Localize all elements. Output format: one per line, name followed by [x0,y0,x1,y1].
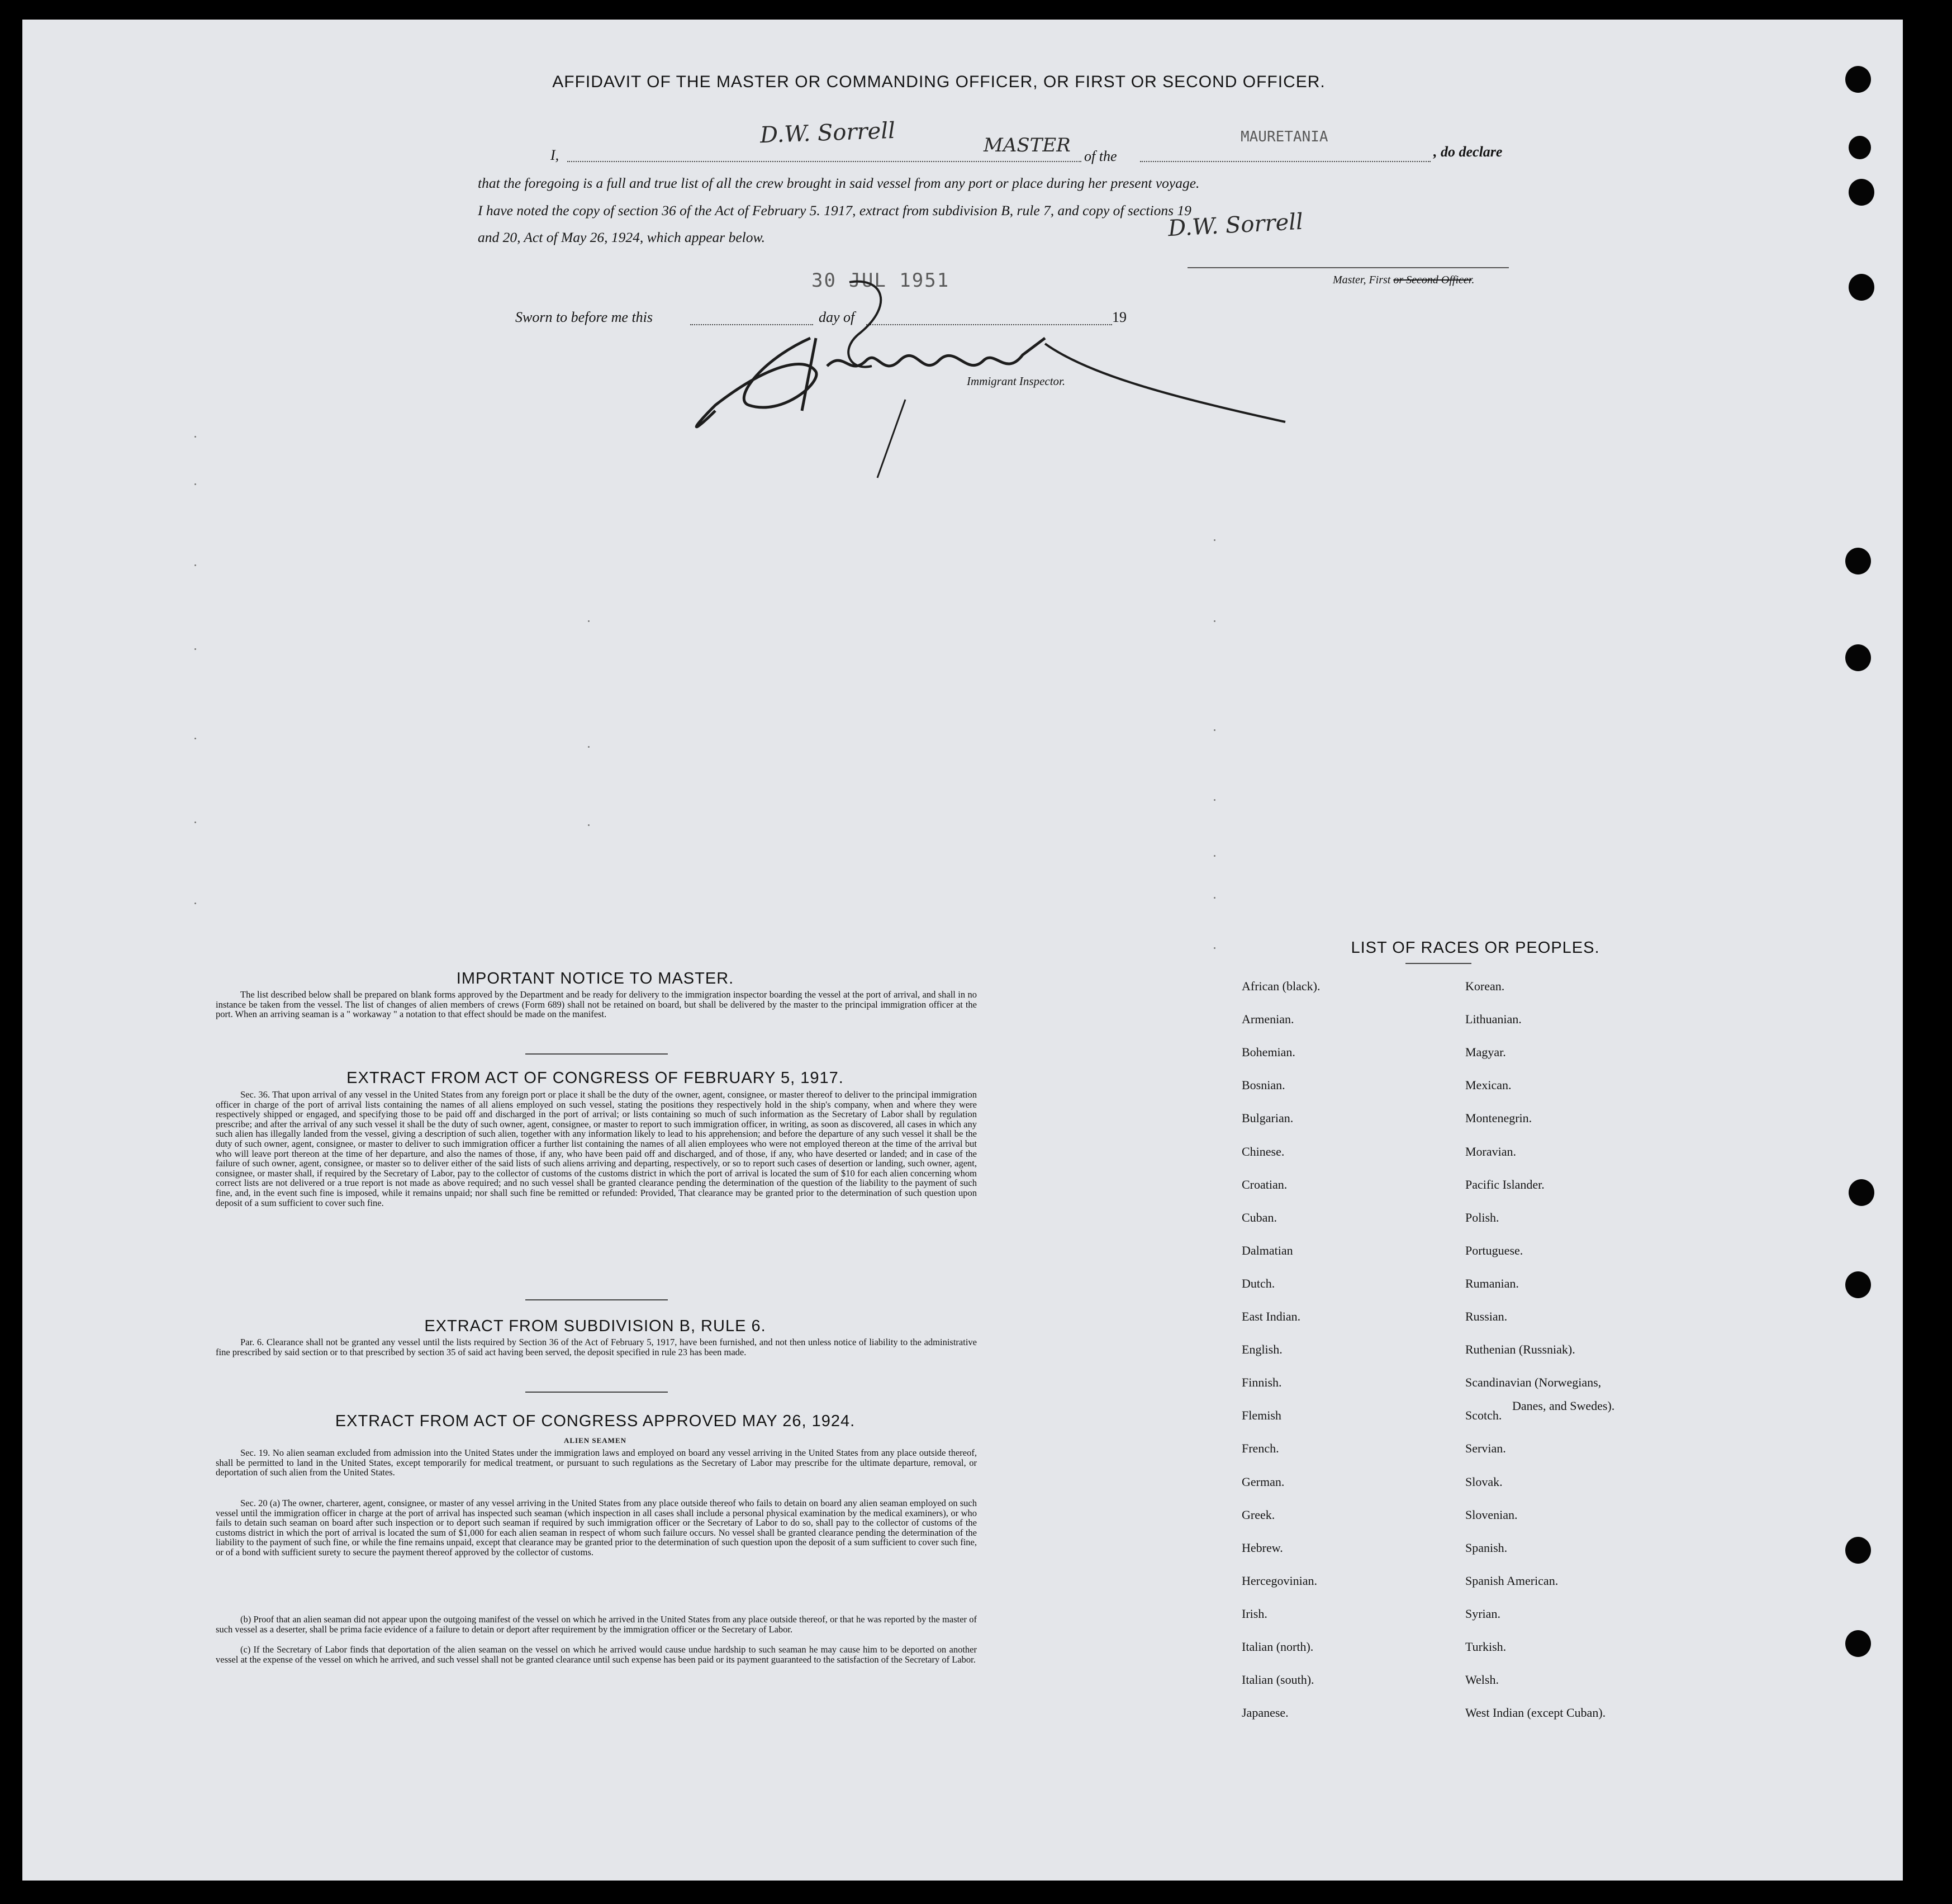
race-item: West Indian (except Cuban). [1465,1706,1606,1720]
race-item: Servian. [1465,1441,1506,1456]
race-item: Magyar. [1465,1045,1506,1060]
race-item: Croatian. [1242,1177,1288,1191]
race-item: German. [1242,1474,1285,1489]
do-declare-label: , do declare [1433,144,1503,160]
race-item: Cuban. [1242,1210,1277,1224]
race-item: Lithuanian. [1465,1012,1522,1027]
race-item: Finnish. [1242,1375,1282,1390]
notice-title: IMPORTANT NOTICE TO MASTER. [456,970,734,987]
race-item: Bulgarian. [1242,1111,1294,1126]
race-item: African (black). [1242,979,1321,993]
punch-hole [1845,66,1871,93]
race-item: Spanish. [1465,1540,1508,1555]
punch-hole [1845,548,1871,574]
race-item: Turkish. [1465,1640,1507,1654]
document-sheet [22,20,1903,1881]
punch-hole [1845,1630,1871,1657]
guide-dot [194,483,196,485]
rank-handwritten: MASTER [984,134,1071,156]
master-label-period: . [1471,274,1475,286]
divider [525,1392,668,1393]
race-item: Portuguese. [1465,1243,1523,1257]
race-item: Italian (north). [1242,1640,1314,1654]
vessel-name: MAURETANIA [1241,129,1328,145]
punch-hole [1845,1537,1871,1564]
race-item: Rumanian. [1465,1276,1519,1290]
extract-1924-para-1: Sec. 19. No alien seaman excluded from admission into the United States under the immigration laws and employed on board any vessel arriving in the United States from any place outside thereof, shall be permitted to land in the United States, except temporarily for medical treatment, or pursuant to such regulations as the Secretary of Labor may prescribe for the ultimate departure, removal, or deportation of such alien from the United States. [216,1447,977,1478]
race-item: Hebrew. [1242,1540,1283,1555]
guide-dot [1214,855,1215,857]
affidavit-title: AFFIDAVIT OF THE MASTER OR COMMANDING OFFICER, OR FIRST OR SECOND OFFICER. [552,73,1326,91]
master-label [1333,274,1474,287]
punch-hole [1845,644,1871,671]
race-item: East Indian. [1242,1309,1301,1323]
guide-dot [194,648,196,650]
master-signature: D.W. Sorrell [1167,208,1304,242]
master-label-struck: or Second Officer [1393,274,1472,286]
day-of-label: day of [819,309,855,325]
race-item: Armenian. [1242,1012,1294,1027]
punch-hole [1849,1179,1874,1206]
race-item: Scotch. [1465,1408,1502,1423]
guide-dot [1214,897,1215,899]
divider [525,1053,668,1055]
punch-hole [1849,179,1874,206]
extract-1924-para-4: (c) If the Secretary of Labor finds that deportation of the alien seaman on the vessel on which he arrived would cause undue hardship to such seaman he may cause him to be deported on another vessel at the expense of the vessel on which he arrived, and such vessel shall not be granted clearance until such expense has been paid or its payment guaranteed to the satisfaction of the Secretary of Labor. [216,1644,977,1665]
i-label: I, [550,147,559,163]
race-item: Italian (south). [1242,1673,1314,1687]
race-item: Dutch. [1242,1276,1275,1290]
guide-dot [194,436,196,438]
extract-rule6-body: Par. 6. Clearance shall not be granted any vessel until the lists required by Section 36 of the Act of February 5, 1917, have been furnished, and not then unless notice of liability to the administrative fine prescribed by said section or to that prescribed by section 35 of said act having been served, the deposit specified in rule 23 has been made. [216,1337,977,1357]
race-item: Chinese. [1242,1144,1285,1158]
race-item: Hercegovinian. [1242,1573,1317,1588]
punch-hole [1845,1271,1871,1298]
race-item: English. [1242,1342,1283,1357]
race-item: Moravian. [1465,1144,1517,1158]
race-item: Welsh. [1465,1673,1499,1687]
extract-1924-para-3: (b) Proof that an alien seaman did not appear upon the outgoing manifest of the vessel on which he arrived in the United States from any place outside thereof, or that he was reported by the master of such vessel as a deserter, shall be prima facie evidence of a failure to detain or deport after requirement by the immigration officer or the Secretary of Labor. [216,1614,977,1635]
guide-dot [194,738,196,739]
guide-dot [588,620,590,622]
guide-dot [194,564,196,566]
race-item: Montenegrin. [1465,1111,1532,1126]
race-item: Slovak. [1465,1474,1503,1489]
master-name-line [567,161,1081,162]
races-title: LIST OF RACES OR PEOPLES. [1351,939,1600,957]
race-item: Flemish [1242,1408,1281,1423]
extract-1917-body: Sec. 36. That upon arrival of any vessel in the United States from any foreign port or place it shall be the duty of the owner, agent, consignee, or master thereof to deliver to the principal immigration officer in charge of the port of arrival lists containing the names of all aliens employed on such vessel, stating the positions they respectively hold in the ship's company, when and where they were respectively shipped or engaged, and specifying those to be paid off and discharged in the port of arrival; or lists containing so much of such information as the Secretary of Labor shall by regulation prescribe; and after the arrival of any such vessel it shall be the duty of such owner, agent, consignee, or master to report to such immigration officer, in writing, as soon as discovered, all cases in which any such alien has illegally landed from the vessel, giving a description of such alien, together with any information likely to lead to his apprehension; and before the departure of any such vessel it shall be the duty of such owner, agent, consignee, or master to deliver to such immigration officer a further list containing the names of all alien employees who were not employed thereon at the time of the arrival but who will leave port thereon at the time of her departure, and also the names of those, if any, who have been paid off and discharged, and of those, if any, who have deserted or landed; and in case of the failure of such owner, agent, consignee, or master so to deliver either of the said lists of such aliens arriving and departing, respectively, or so to report such cases of desertion or landing, such owner, agent, consignee, or master shall, if required by the Secretary of Labor, pay to the collector of customs of the customs district in which the port of arrival is located the sum of $10 for each alien concerning whom correct lists are not delivered or a true report is not made as above required; and no such vessel shall be granted clearance pending the determination of the question of the liability to the payment of such fine, and, in the event such fine is imposed, while it remains unpaid; nor shall such fine be remitted or refunded: Provided, That clearance may be granted prior to the determination of such question upon deposit of a sum sufficient to cover such fine. [216,1089,977,1208]
guide-dot [1214,539,1215,541]
guide-dot [1214,947,1215,949]
extract-1917-title: EXTRACT FROM ACT OF CONGRESS OF FEBRUARY 5, 1917. [346,1069,844,1087]
race-item: Spanish American. [1465,1573,1559,1588]
punch-hole [1849,274,1874,301]
race-item: Polish. [1465,1210,1499,1224]
punch-hole [1849,136,1871,159]
guide-dot [588,824,590,826]
guide-dot [1214,729,1215,731]
race-item: Japanese. [1242,1706,1289,1720]
affidavit-line-4: and 20, Act of May 26, 1924, which appear below. [478,229,765,245]
of-the-label: of the [1084,148,1117,164]
race-item: Danes, and Swedes). [1512,1399,1615,1413]
race-item: French. [1242,1441,1279,1456]
extract-1924-title: EXTRACT FROM ACT OF CONGRESS APPROVED MAY 26, 1924. [335,1412,856,1430]
race-item: Korean. [1465,979,1505,993]
guide-dot [1214,620,1215,622]
year-prefix: 19 [1112,309,1127,325]
sworn-label: Sworn to before me this [515,309,653,325]
signature-line [1188,267,1509,268]
extract-1924-para-2: Sec. 20 (a) The owner, charterer, agent, consignee, or master of any vessel arriving in the United States from any place outside thereof who fails to detain on board any alien seaman employed on such vessel until the immigration officer in charge at the port of arrival has inspected such seaman (which inspection in all cases shall include a personal physical examination by the medical examiners), or who fails to detain such seaman on board after such inspection or to deport such seaman if required by such immigration officer or the Secretary of Labor to do so, shall pay to the collector of customs of the customs district in which the port of arrival is located the sum of $1,000 for each alien seaman in respect of whom such failure occurs. No vessel shall be granted clearance pending the determination of the liability to the payment of such fine, or while the fine remains unpaid, except that clearance may be granted prior to the determination of such question upon the deposit of a sum sufficient to cover such fine, or of a bond with sufficient surety to secure the payment thereof approved by the collector of customs. [216,1498,977,1558]
notice-body: The list described below shall be prepared on blank forms approved by the Department and be ready for delivery to the immigration inspector boarding the vessel at the port of arrival, and shall in no instance be taken from the vessel. The list of changes of alien members of crews (Form 689) shall not be retained on board, but shall be delivered by the master to the principal immigration officer at the port. When an arriving seaman is a " workaway " a notation to that effect should be made on the manifest. [216,989,977,1020]
master-name-handwritten: D.W. Sorrell [759,117,896,149]
extract-1924-subtitle: ALIEN SEAMEN [563,1436,627,1445]
race-item: Greek. [1242,1507,1275,1522]
affidavit-line-2: that the foregoing is a full and true list of all the crew brought in said vessel from any port or place during her present voyage. [478,175,1200,191]
extract-rule6-title: EXTRACT FROM SUBDIVISION B, RULE 6. [424,1317,766,1335]
vessel-name-line [1140,161,1431,162]
guide-dot [194,903,196,904]
guide-dot [194,822,196,823]
race-item: Bosnian. [1242,1078,1285,1093]
divider [525,1299,668,1300]
race-item: Mexican. [1465,1078,1512,1093]
affidavit-line-3: I have noted the copy of section 36 of the Act of February 5. 1917, extract from subdivision B, rule 7, and copy of sections 19 [478,202,1191,219]
race-item: Pacific Islander. [1465,1177,1545,1191]
race-item: Slovenian. [1465,1507,1518,1522]
race-item: Scandinavian (Norwegians, [1465,1375,1602,1390]
race-item: Dalmatian [1242,1243,1293,1257]
guide-dot [1214,799,1215,801]
race-item: Russian. [1465,1309,1508,1323]
divider [1405,963,1471,964]
date-stamp: 30 JUL 1951 [811,269,950,292]
race-item: Syrian. [1465,1606,1500,1621]
guide-dot [588,746,590,748]
master-label-text: Master, First [1333,274,1391,286]
race-item: Bohemian. [1242,1045,1295,1060]
inspector-label: Immigrant Inspector. [967,374,1066,388]
race-item: Irish. [1242,1606,1267,1621]
race-item: Ruthenian (Russniak). [1465,1342,1575,1357]
